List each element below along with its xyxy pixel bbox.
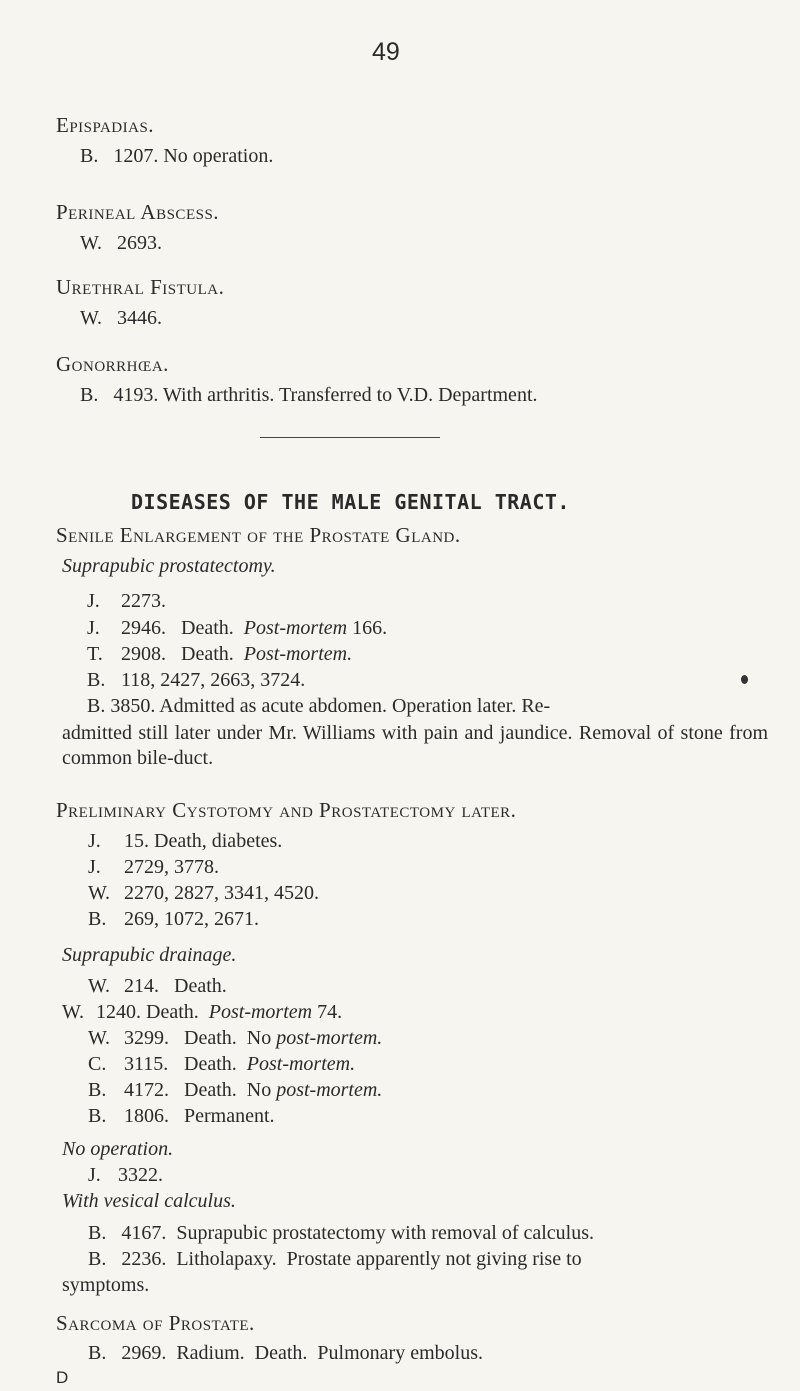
heading-sarcoma: Sarcoma of Prostate. — [56, 1311, 255, 1335]
ink-spot-mark — [741, 675, 748, 684]
entry-letter: W. — [80, 307, 103, 329]
entry-text: Death. — [174, 975, 227, 997]
heading-preliminary-cystotomy: Preliminary Cystotomy and Prostatectomy later. — [56, 798, 517, 822]
signature-mark: D — [56, 1368, 69, 1387]
heading-urethral-fistula: Urethral Fistula. — [56, 275, 225, 299]
entry-italic: post-mortem. — [276, 1079, 383, 1101]
entry-text: 1207. No operation. — [113, 145, 274, 167]
entry-letter: B. — [88, 908, 107, 930]
list-item — [62, 1001, 342, 1024]
entry-epispadias — [80, 145, 273, 168]
entry-italic: Post-mortem — [208, 1001, 313, 1023]
entry-letter: B. — [87, 669, 106, 691]
entry-text: 4193. With arthritis. Transferred to V.D. Department. — [113, 384, 538, 406]
entry-number: 2908. — [121, 643, 166, 665]
long-entry-continuation: admitted still later under Mr. Williams with pain and jaundice. Removal of stone from common bile-duct. — [62, 722, 768, 769]
entry-letter: B. — [88, 1079, 107, 1101]
list-item — [88, 882, 319, 905]
entry-letter: B. — [88, 1105, 107, 1127]
subheading-suprapubic-prostatectomy: Suprapubic prostatectomy. — [62, 555, 276, 577]
entry-text: 15. Death, diabetes. — [124, 830, 283, 852]
main-heading: DISEASES OF THE MALE GENITAL TRACT. — [131, 490, 570, 514]
entry-perineal-abscess — [80, 232, 162, 255]
entry-letter: J. — [87, 617, 100, 639]
section-divider — [260, 437, 440, 438]
entry-number: 3299. — [124, 1027, 169, 1049]
long-entry-first-line: B. 3850. Admitted as acute abdomen. Operation later. Re- — [87, 695, 551, 717]
entry-letter: J. — [88, 856, 101, 878]
list-item-continuation: symptoms. — [62, 1274, 150, 1296]
entry-number: 118, 2427, 2663, 3724. — [121, 669, 306, 691]
entry-text: Death. — [146, 1001, 199, 1023]
entry-letter: B. — [80, 384, 99, 406]
subheading-no-operation: No operation. — [62, 1138, 174, 1160]
entry-letter: J. — [88, 830, 101, 852]
entry-letter: W. — [62, 1001, 85, 1023]
entry-number: 2946. — [121, 617, 166, 639]
entry-text: Death. — [181, 643, 234, 665]
entry-letter: J. — [88, 1164, 101, 1186]
entry-number: 1240. — [96, 1001, 141, 1023]
subheading-suprapubic-drainage: Suprapubic drainage. — [62, 944, 237, 966]
list-item — [88, 1027, 382, 1050]
entry-urethral-fistula — [80, 307, 162, 330]
entry-text: 3446. — [117, 307, 163, 329]
list-item — [88, 908, 259, 931]
list-item — [88, 975, 227, 998]
entry-text: Death. — [184, 1053, 237, 1075]
entry-italic: Post-mortem — [243, 617, 348, 639]
entry-italic: Post-mortem. — [243, 643, 353, 665]
subheading-vesical-calculus: With vesical calculus. — [62, 1190, 236, 1212]
entry-text: Permanent. — [184, 1105, 275, 1127]
entry-text: Death. — [181, 617, 234, 639]
heading-senile-enlargement: Senile Enlargement of the Prostate Gland. — [56, 523, 461, 547]
entry-letter: J. — [87, 590, 100, 612]
list-item — [87, 669, 305, 692]
list-item — [87, 590, 166, 613]
heading-perineal-abscess: Perineal Abscess. — [56, 200, 220, 224]
entry-text: Death. No — [184, 1027, 272, 1049]
entry-text: 269, 1072, 2671. — [124, 908, 259, 930]
page-number: 49 — [372, 38, 400, 66]
entry-italic: post-mortem. — [276, 1027, 383, 1049]
entry-letter: W. — [88, 1027, 111, 1049]
entry-number: 4172. — [124, 1079, 169, 1101]
entry-number: 1806. — [124, 1105, 169, 1127]
entry-number: 3322. — [118, 1164, 163, 1186]
heading-epispadias: Epispadias. — [56, 113, 155, 137]
list-item — [88, 1079, 382, 1102]
entry-letter: W. — [88, 975, 111, 997]
heading-gonorrhoea: Gonorrhœa. — [56, 352, 169, 376]
list-item — [87, 643, 352, 666]
list-item — [87, 617, 387, 640]
list-item: B. 4167. Suprapubic prostatectomy with removal of calculus. — [88, 1222, 595, 1244]
entry-letter: T. — [87, 643, 103, 665]
entry-tail: 74. — [317, 1001, 343, 1023]
entry-number: 214. — [124, 975, 159, 997]
entry-tail: 166. — [352, 617, 388, 639]
entry-text: 2270, 2827, 3341, 4520. — [124, 882, 319, 904]
entry-gonorrhoea — [80, 384, 538, 407]
list-item — [88, 1164, 163, 1187]
entry-text: 2693. — [117, 232, 163, 254]
entry-number: 3115. — [124, 1053, 169, 1075]
entry-italic: Post-mortem. — [246, 1053, 356, 1075]
list-item: B. 2236. Litholapaxy. Prostate apparently not giving rise to — [88, 1248, 582, 1270]
entry-text: 2729, 3778. — [124, 856, 219, 878]
list-item: B. 2969. Radium. Death. Pulmonary embolus. — [88, 1342, 483, 1364]
entry-letter: W. — [88, 882, 111, 904]
list-item — [88, 856, 219, 879]
entry-number: 2273. — [121, 590, 166, 612]
list-item — [88, 1105, 275, 1128]
list-item — [88, 1053, 355, 1076]
entry-letter: C. — [88, 1053, 107, 1075]
entry-text: Death. No — [184, 1079, 272, 1101]
entry-letter: B. — [80, 145, 99, 167]
entry-letter: W. — [80, 232, 103, 254]
list-item — [88, 830, 282, 853]
